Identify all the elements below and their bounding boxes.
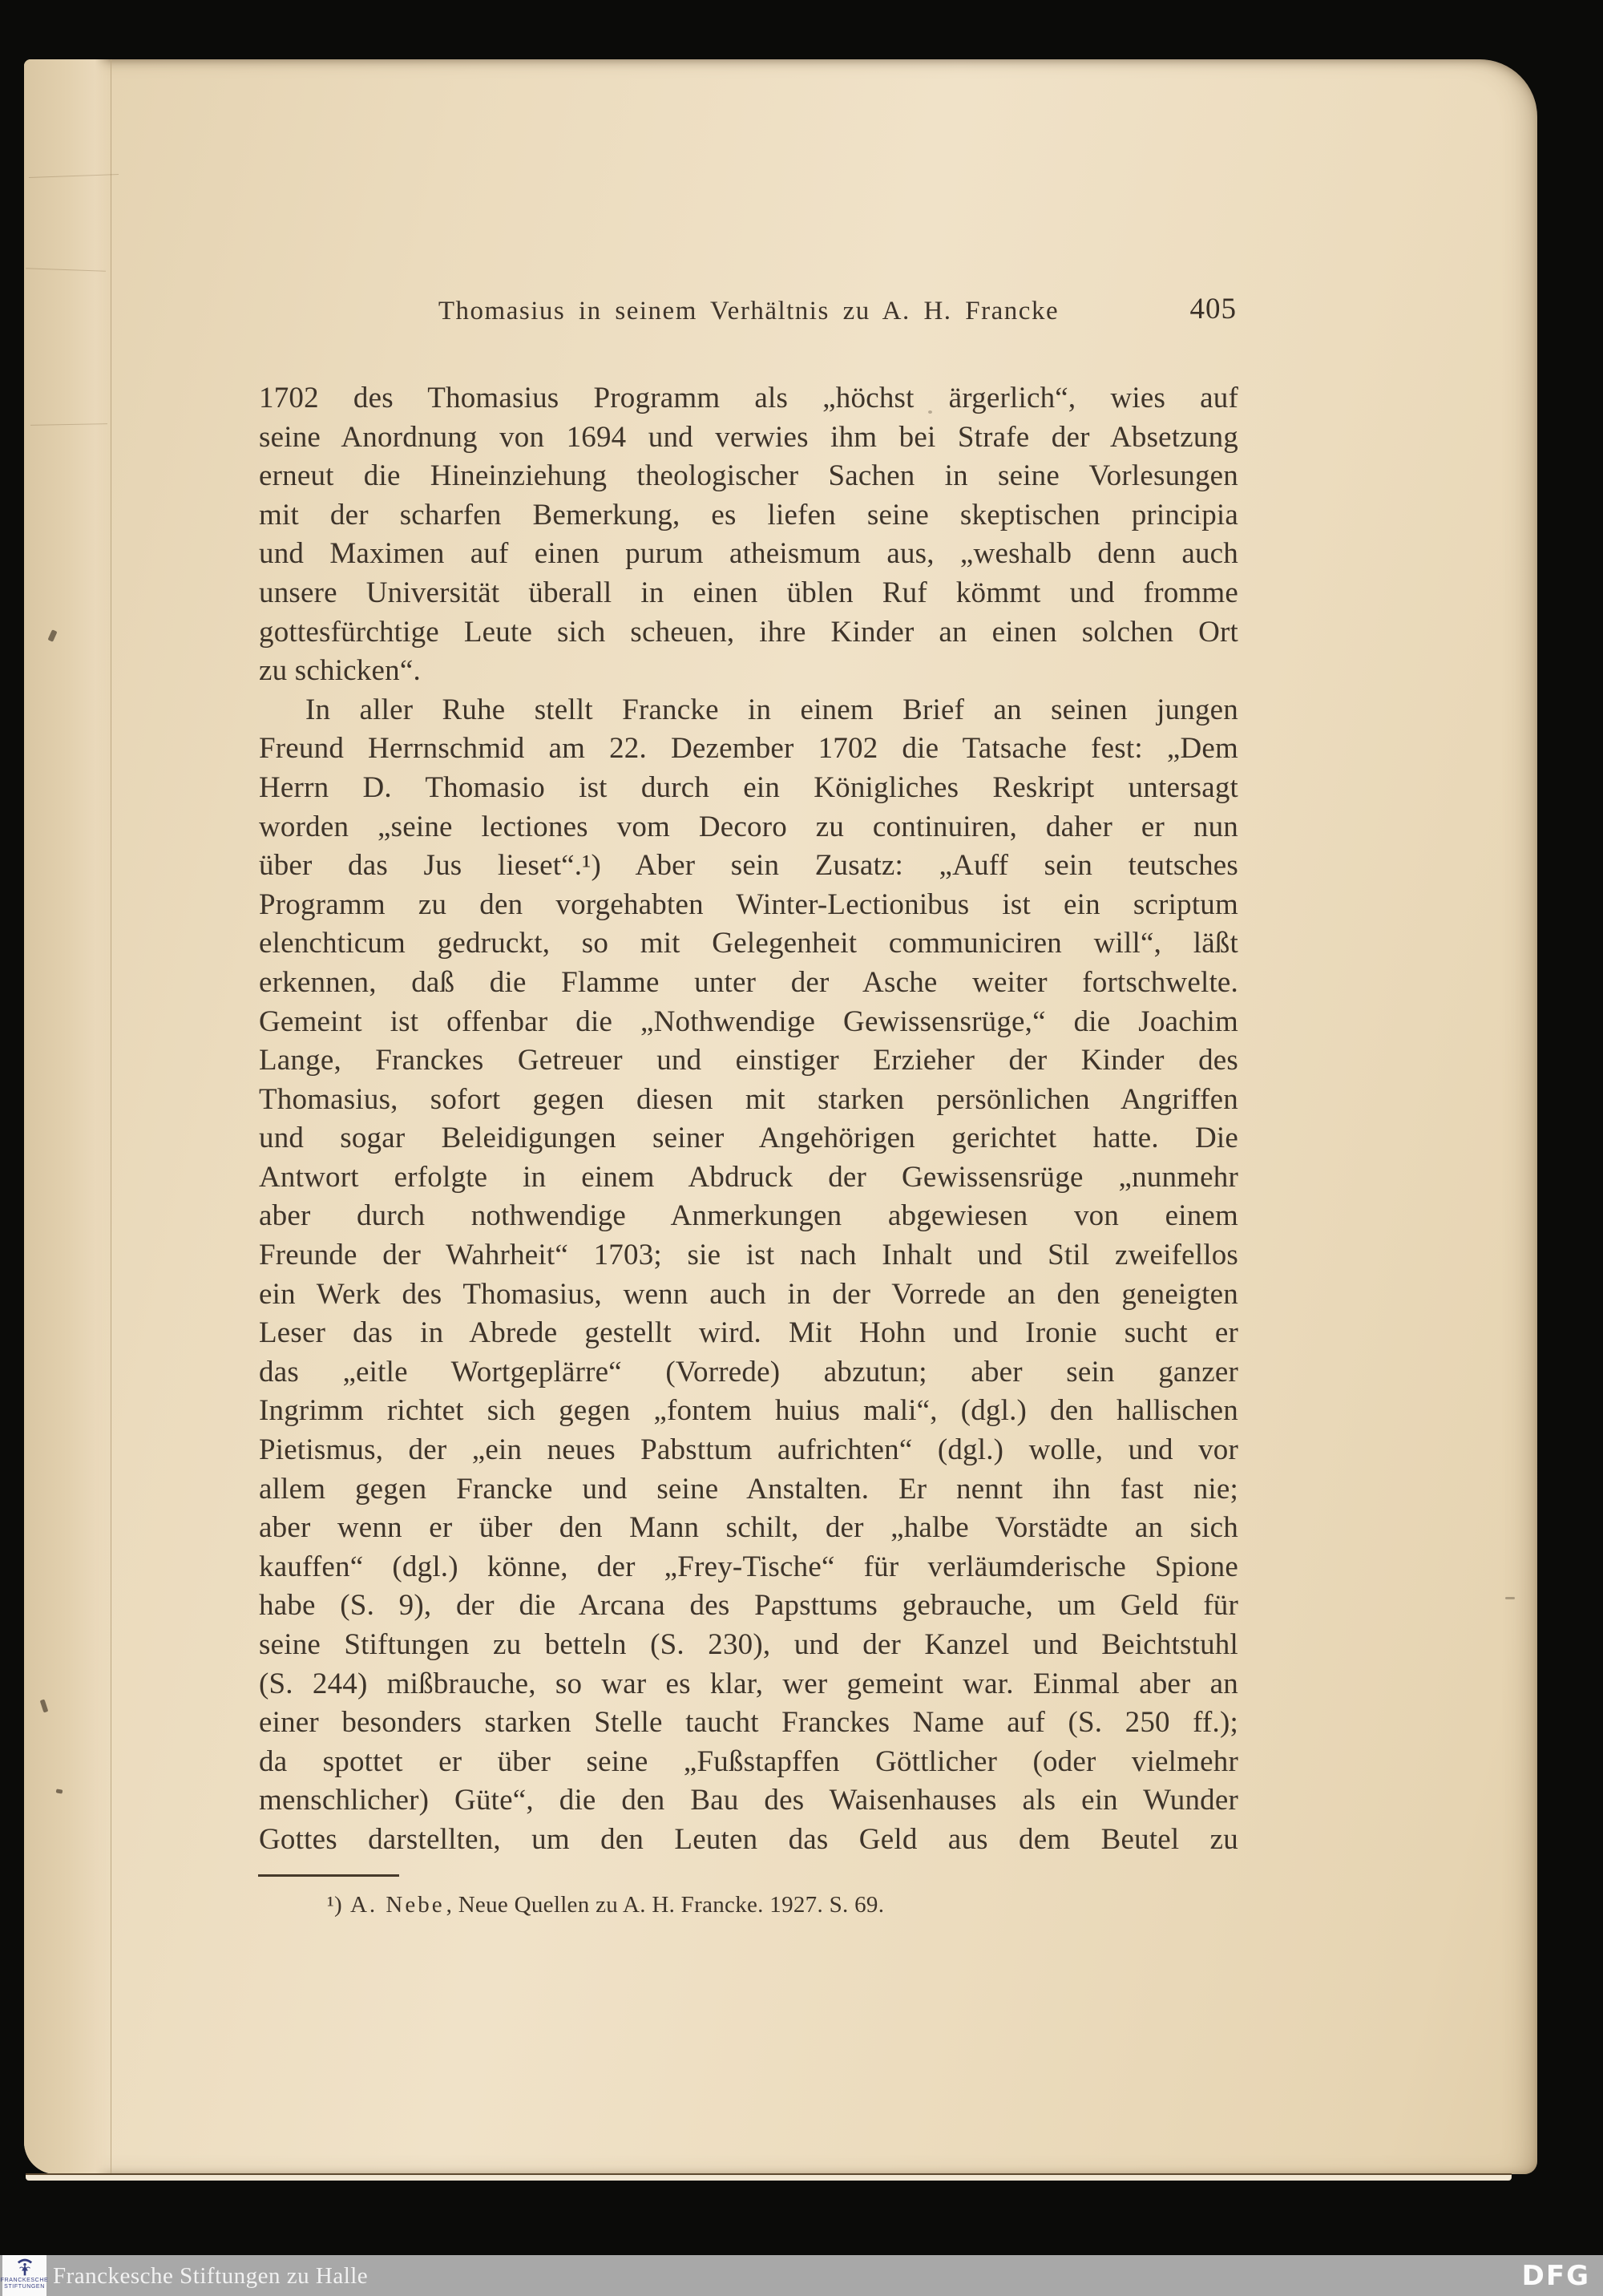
- text-line: Gottes darstellten, um den Leuten das Geld aus dem Beutel zu: [259, 1822, 1238, 1856]
- text-line: (S. 244) mißbrauche, so war es klar, wer gemeint war. Einmal aber an: [259, 1667, 1238, 1700]
- text-line: da spottet er über seine „Fußstapffen Göttlicher (oder vielmehr: [259, 1744, 1238, 1778]
- under-page-edge: [26, 2175, 1512, 2181]
- text-line: seine Stiftungen zu betteln (S. 230), und der Kanzel und Beichtstuhl: [259, 1628, 1238, 1661]
- footnote-author: A. Nebe: [349, 1892, 445, 1918]
- viewer-footer-bar: [0, 2255, 1603, 2296]
- text-line: das „eitle Wortgeplärre“ (Vorrede) abzutun; aber sein ganzer: [259, 1355, 1238, 1389]
- franckesche-stiftungen-emblem-icon: [14, 2257, 35, 2278]
- text-line: seine Anordnung von 1694 und verwies ihm bei Strafe der Absetzung: [259, 420, 1238, 454]
- text-line: Freunde der Wahrheit“ 1703; sie ist nach Inhalt und Stil zweifellos: [259, 1239, 1238, 1272]
- text-line: kauffen“ (dgl.) könne, der „Frey-Tische“ für verläumderische Spione: [259, 1550, 1238, 1583]
- text-line: elenchticum gedruckt, so mit Gelegenheit communiciren will“, läßt: [259, 927, 1238, 960]
- text-line: und sogar Beleidigungen seiner Angehörigen gerichtet hatte. Die: [259, 1122, 1238, 1155]
- footnote-marker: ¹): [327, 1892, 342, 1918]
- text-line: habe (S. 9), der die Arcana des Papsttums gebrauche, um Geld für: [259, 1589, 1238, 1623]
- book-page: [24, 59, 1537, 2174]
- footnote-rule: [258, 1874, 399, 1877]
- text-line: Antwort erfolgte in einem Abdruck der Gewissensrüge „nunmehr: [259, 1160, 1238, 1194]
- text-line: Leser das in Abrede gestellt wird. Mit Hohn und Ironie sucht er: [259, 1316, 1238, 1350]
- text-line: In aller Ruhe stellt Francke in einem Brief an seinen jungen: [305, 693, 1238, 726]
- logo-caption: FRANCKESCHE STIFTUNGEN: [0, 2278, 49, 2290]
- page-number: 405: [1189, 293, 1237, 325]
- footnote-text: , Neue Quellen zu A. H. Francke. 1927. S. 69.: [446, 1892, 885, 1918]
- text-line: erkennen, daß die Flamme unter der Asche weiter fortschwelte.: [259, 965, 1238, 999]
- text-line: Gemeint ist offenbar die „Nothwendige Gewissensrüge,“ die Joachim: [259, 1004, 1238, 1038]
- text-line: allem gegen Francke und seine Anstalten. Er nennt ihn fast nie;: [259, 1472, 1238, 1506]
- text-line: Pietismus, der „ein neues Pabsttum aufrichten“ (dgl.) wolle, und vor: [259, 1433, 1238, 1467]
- text-line: Programm zu den vorgehabten Winter-Lectionibus ist ein scriptum: [259, 887, 1238, 921]
- franckesche-stiftungen-logo: [0, 2255, 49, 2296]
- text-line: mit der scharfen Bemerkung, es liefen seine skeptischen principia: [259, 498, 1238, 532]
- text-line: zu schicken“.: [259, 654, 421, 688]
- library-label: Franckesche Stiftungen zu Halle: [53, 2263, 369, 2289]
- text-line: 1702 des Thomasius Programm als „höchst ärgerlich“, wies auf: [259, 382, 1238, 414]
- text-line: über das Jus lieset“.¹) Aber sein Zusatz: „Auff sein teutsches: [259, 849, 1238, 883]
- page-header: [259, 293, 1238, 326]
- text-line: erneut die Hineinziehung theologischer Sachen in seine Vorlesungen: [259, 459, 1238, 493]
- text-line: ein Werk des Thomasius, wenn auch in der Vorrede an den geneigten: [259, 1277, 1238, 1311]
- text-line: und Maximen auf einen purum atheismum aus, „weshalb denn auch: [259, 537, 1238, 571]
- text-block: [259, 379, 1238, 1860]
- footnote: [259, 1892, 1238, 1918]
- text-line: Thomasius, sofort gegen diesen mit starken persönlichen Angriffen: [259, 1082, 1238, 1116]
- binding-gutter: [24, 59, 111, 2174]
- text-line: gottesfürchtige Leute sich scheuen, ihre Kinder an einen solchen Ort: [259, 615, 1238, 649]
- text-line: Herrn D. Thomasio ist durch ein Königliches Reskript untersagt: [259, 770, 1238, 804]
- text-line: worden „seine lectiones vom Decoro zu continuiren, daher er nun: [259, 810, 1238, 843]
- text-line: menschlicher) Güte“, die den Bau des Waisenhauses als ein Wunder: [259, 1784, 1238, 1817]
- dfg-logo: DFG: [1521, 2260, 1590, 2292]
- stain-mark: [1505, 1597, 1515, 1599]
- text-line: aber durch nothwendige Anmerkungen abgewiesen von einem: [259, 1199, 1238, 1233]
- text-line: Freund Herrnschmid am 22. Dezember 1702 die Tatsache fest: „Dem: [259, 732, 1238, 766]
- text-line: Lange, Franckes Getreuer und einstiger Erzieher der Kinder des: [259, 1044, 1238, 1077]
- running-title: Thomasius in seinem Verhältnis zu A. H. Francke: [438, 297, 1060, 325]
- text-line: Ingrimm richtet sich gegen „fontem huius mali“, (dgl.) den hallischen: [259, 1394, 1238, 1428]
- text-line: unsere Universität überall in einen üblen Ruf kömmt und fromme: [259, 576, 1238, 609]
- text-line: einer besonders starken Stelle taucht Franckes Name auf (S. 250 ff.);: [259, 1706, 1238, 1740]
- text-line: aber wenn er über den Mann schilt, der „halbe Vorstädte an sich: [259, 1511, 1238, 1545]
